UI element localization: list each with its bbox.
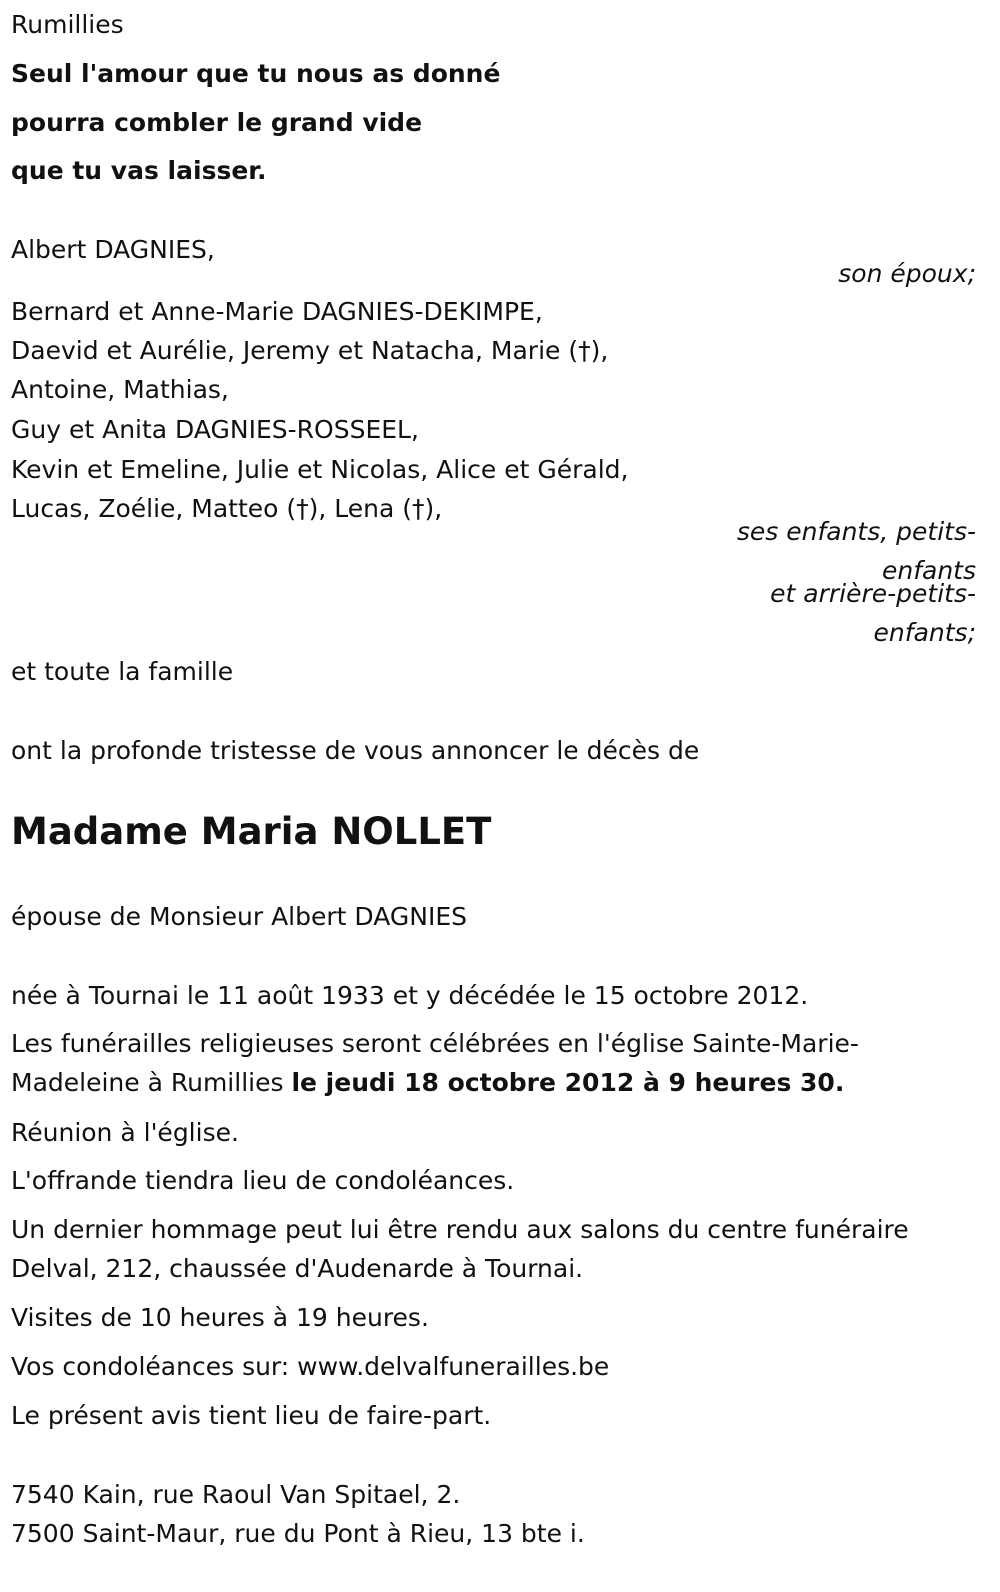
location: Rumillies (11, 10, 124, 39)
address-1: 7540 Kain, rue Raoul Van Spitael, 2. (11, 1480, 461, 1509)
children-line-6: Lucas, Zoélie, Matteo (†), Lena (†), (11, 494, 443, 523)
children-line-4: Guy et Anita DAGNIES-ROSSEEL, (11, 415, 419, 444)
children-line-1: Bernard et Anne-Marie DAGNIES-DEKIMPE, (11, 297, 543, 326)
condolences-info: Vos condoléances sur: www.delvalfunerailles.be (11, 1352, 610, 1381)
offering-info: L'offrande tiendra lieu de condoléances. (11, 1166, 515, 1195)
notice-info: Le présent avis tient lieu de faire-part. (11, 1401, 492, 1430)
spouse-name: Albert DAGNIES, (11, 235, 215, 264)
funeral-info (11, 1024, 981, 1102)
address-2: 7500 Saint-Maur, rue du Pont à Rieu, 13 bte i. (11, 1519, 585, 1548)
children-role-line-1: ses enfants, petits- (736, 517, 976, 546)
visits-info: Visites de 10 heures à 19 heures. (11, 1303, 429, 1332)
quote-line-1: Seul l'amour que tu nous as donné (11, 59, 501, 88)
quote-line-2: pourra combler le grand vide (11, 108, 423, 137)
children-role-line-3: et arrière-petits- (770, 579, 976, 608)
children-line-2: Daevid et Aurélie, Jeremy et Natacha, Marie (†), (11, 336, 609, 365)
spouse-of: épouse de Monsieur Albert DAGNIES (11, 902, 467, 931)
announcement-intro: ont la profonde tristesse de vous annoncer le décès de (11, 736, 700, 765)
homage-info: Un dernier hommage peut lui être rendu aux salons du centre funéraire Delval, 212, chaussée d'Audenarde à Tournai. (11, 1215, 909, 1283)
funeral-date: le jeudi 18 octobre 2012 à 9 heures 30. (291, 1068, 845, 1097)
deceased-name: Madame Maria NOLLET (11, 810, 492, 853)
quote-line-3: que tu vas laisser. (11, 156, 267, 185)
funeral-info-text: Les funérailles religieuses seront célébrées en l'église Sainte-Marie-Madeleine à Rumillies (11, 1029, 859, 1097)
children-role-line-4: enfants; (873, 618, 976, 647)
spouse-role: son époux; (838, 259, 976, 288)
extended-family: et toute la famille (11, 657, 234, 686)
meeting-info: Réunion à l'église. (11, 1118, 239, 1147)
children-role-line-2: enfants (881, 556, 976, 585)
birth-death: née à Tournai le 11 août 1933 et y décédée le 15 octobre 2012. (11, 981, 809, 1010)
children-line-5: Kevin et Emeline, Julie et Nicolas, Alice et Gérald, (11, 455, 629, 484)
children-line-3: Antoine, Mathias, (11, 375, 229, 404)
